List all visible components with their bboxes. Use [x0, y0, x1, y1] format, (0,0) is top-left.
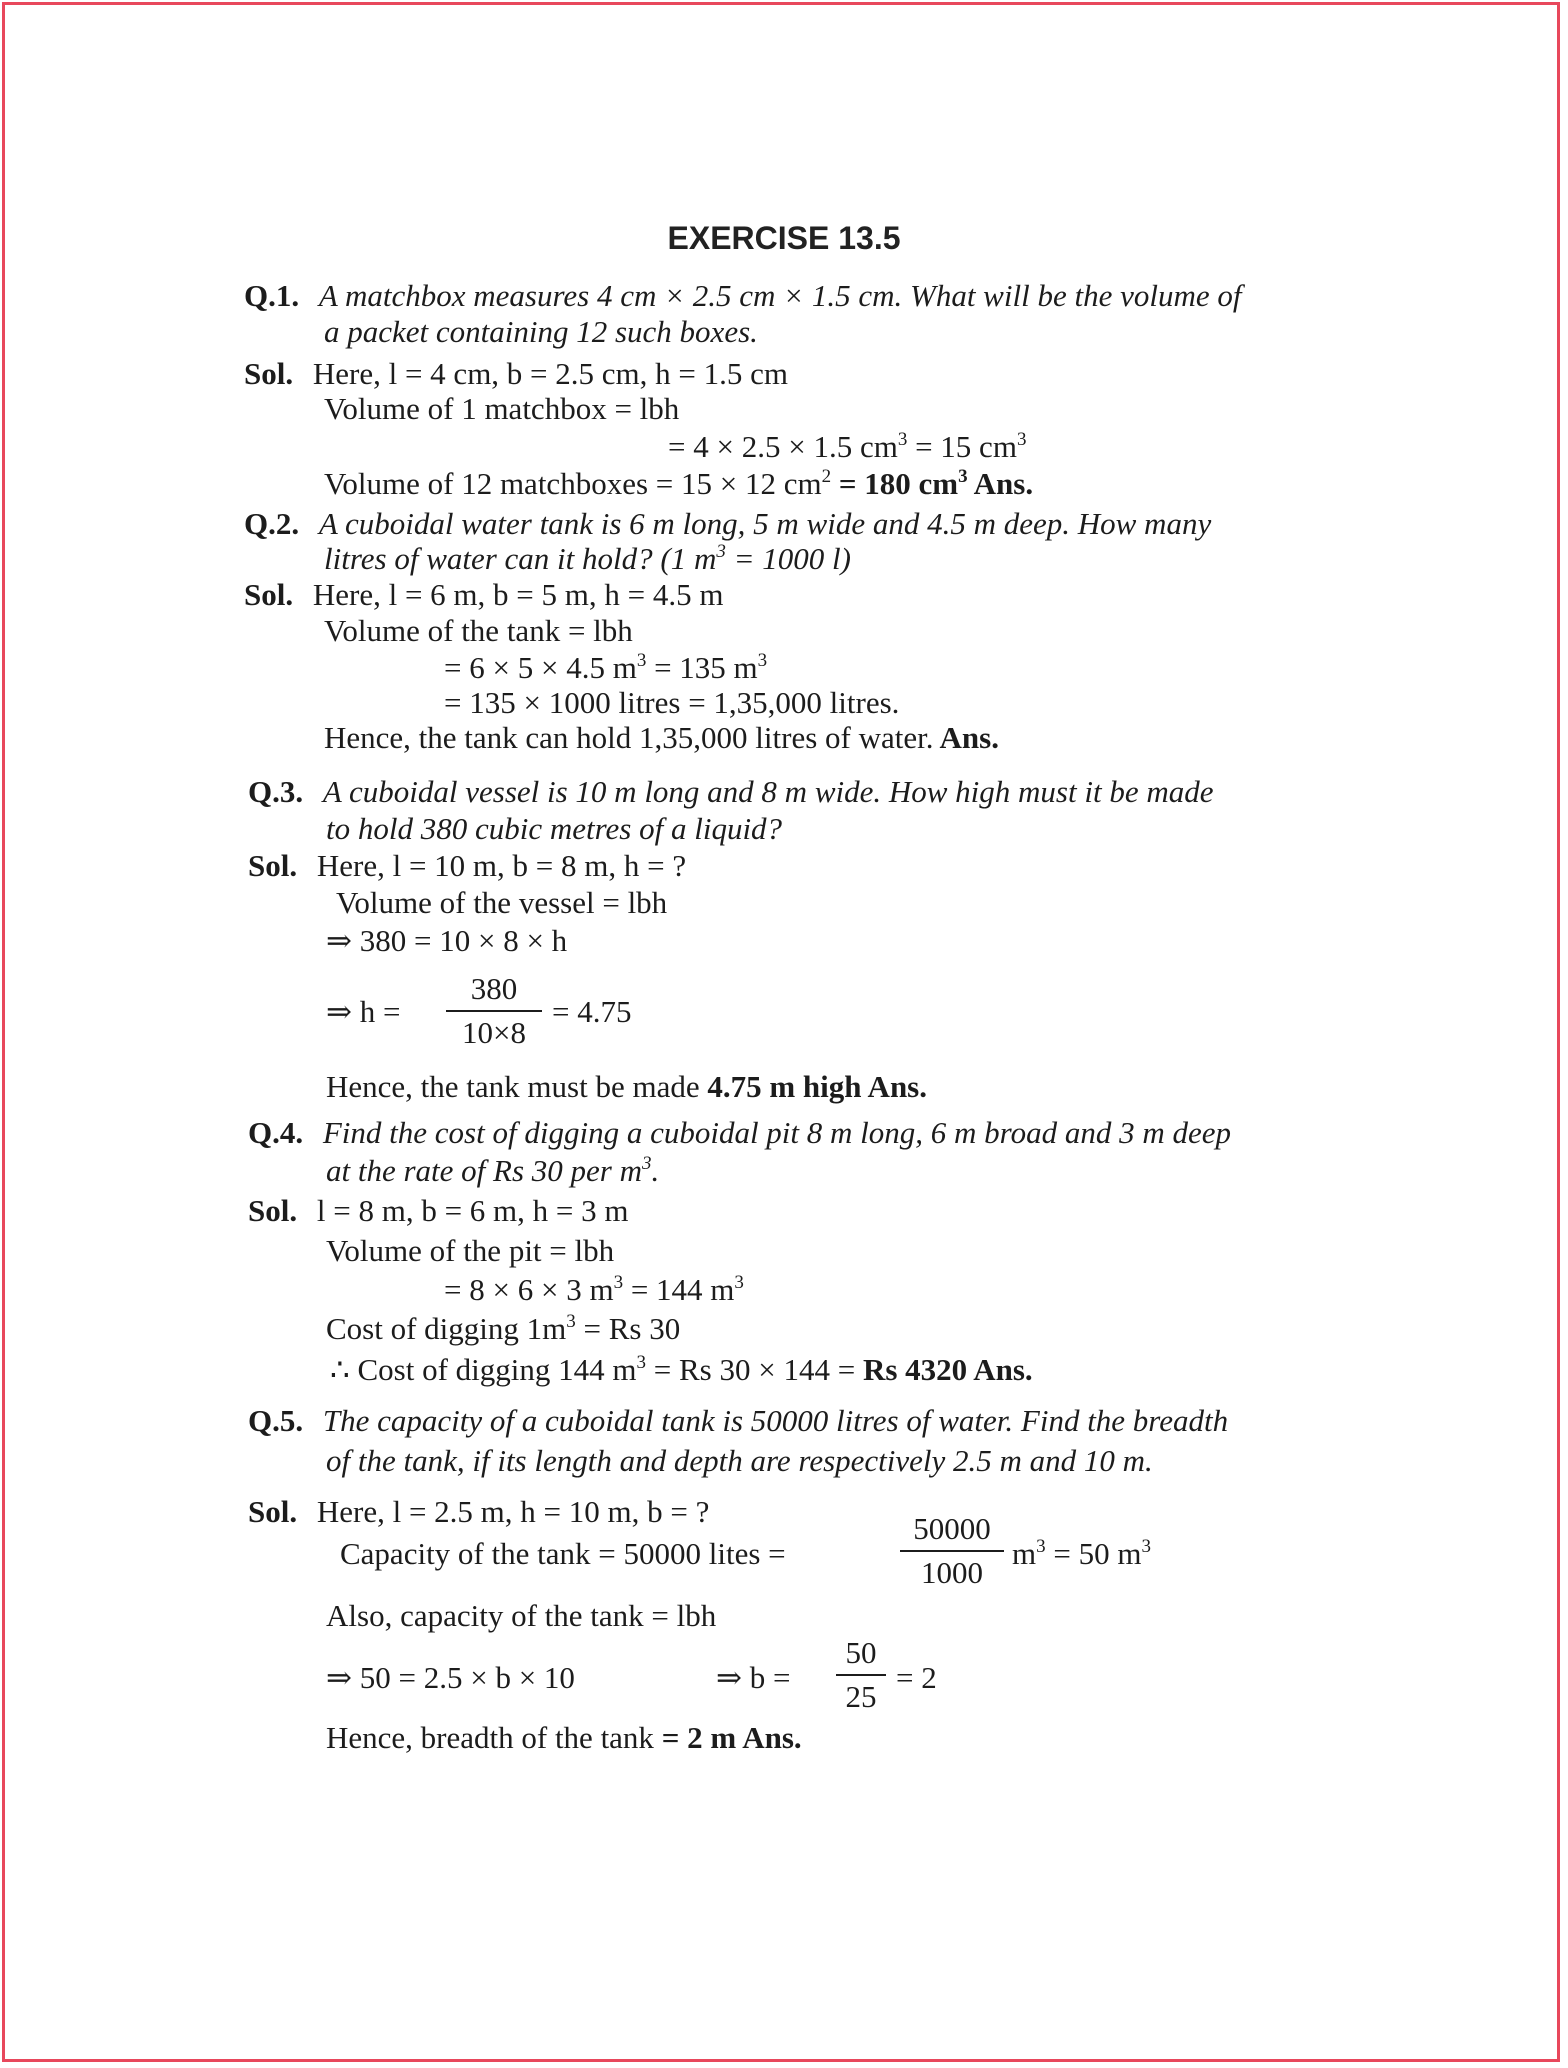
q2-question: [244, 506, 1211, 542]
q4-answer: Rs 4320 Ans.: [862, 1352, 1033, 1387]
q4-sol-line3: = 8 × 6 × 3 $m^3 = 144$ $m^3$: [444, 1272, 744, 1307]
q4-sol-line5: ∴ Cost of digging 144 $m^3 = Rs$ 30 × 144 = Rs 4320 Ans.: [330, 1352, 1033, 1387]
q5-sol-line1: Sol. Here, l = 2.5 m, h = 10 m, b = ?: [248, 1494, 710, 1529]
q3-answer: 4.75 m high Ans.: [707, 1069, 927, 1104]
q3-fraction-numerator: 380: [446, 972, 542, 1012]
q2-sol-line1: Sol. Here, l = 6 m, b = 5 m, h = 4.5 m: [244, 577, 724, 612]
q2-sol-line5: Hence, the tank can hold 1,35,000 litres of water. Ans.: [324, 720, 999, 755]
q4-sol-line4: Cost of digging $1m^3 = Rs$ 30: [326, 1311, 681, 1346]
q2-sol-label: Sol.: [244, 577, 294, 612]
q4-sol-line2: Volume of the pit = lbh: [326, 1233, 615, 1268]
q1-sol-label: Sol.: [244, 356, 294, 391]
q3-sol-line2: Volume of the vessel = lbh: [336, 885, 668, 920]
q5-label: Q.5.: [248, 1403, 304, 1438]
q2-sol-line3: = 6 × 5 × 4.5 $m^3 = 135$ $m^3$: [444, 650, 768, 685]
q1-question: [244, 278, 1241, 314]
q5-sol-label: Sol.: [248, 1494, 298, 1529]
q5-sol-line3: Also, capacity of the tank = lbh: [326, 1598, 717, 1633]
q1-sol-given: Here, l = 4 cm, b = 2.5 cm, h = 1.5 cm: [312, 356, 789, 391]
q1-answer: 180 cm: [864, 466, 959, 501]
exercise-title: EXERCISE 13.5: [667, 220, 901, 256]
q4-question-line2: at the rate of Rs 30 per $m^3$.: [326, 1153, 660, 1188]
q5-sol-line4b-post: = 2: [896, 1660, 937, 1695]
q4-question-line1: Find the cost of digging a cuboidal pit 8 m long, 6 m broad and 3 m deep: [322, 1115, 1231, 1150]
q5-fraction-breadth: $\frac{50}{25}$: [836, 1636, 886, 1714]
q2-question-line2: litres of water can it hold? (1 $m^3 = 1000$ l): [324, 541, 851, 576]
q3-sol-label: Sol.: [248, 848, 298, 883]
q5-answer: = 2 m Ans.: [661, 1720, 802, 1755]
q5-sol-line4b-pre: ⇒ b =: [716, 1660, 791, 1695]
q1-sol-line1: [244, 356, 788, 392]
q1-label: Q.1.: [244, 278, 300, 313]
q3-sol-line4-pre: ⇒ h =: [326, 994, 401, 1029]
q5-sol-line2-pre: Capacity of the tank = 50000 lites =: [340, 1536, 786, 1571]
q2-question-line1: A cuboidal water tank is 6 m long, 5 m wide and 4.5 m deep. How many: [318, 506, 1212, 541]
q3-fraction-denominator: 10×8: [462, 1015, 526, 1050]
q3-question: [248, 774, 1214, 810]
q5-question: [248, 1403, 1228, 1439]
q3-sol-line1: Sol. Here, l = 10 m, b = 8 m, h = ?: [248, 848, 687, 883]
q5-question-line2: of the tank, if its length and depth are respectively 2.5 m and 10 m.: [326, 1443, 1153, 1478]
q3-fraction: [446, 972, 542, 1050]
q5-sol-line2-post: $m^3 = 50$ $m^3$: [1012, 1536, 1151, 1571]
q3-sol-line3: ⇒ 380 = 10 × 8 × h: [326, 923, 568, 958]
q4-label: Q.4.: [248, 1115, 304, 1150]
q3-question-line1: A cuboidal vessel is 10 m long and 8 m wide. How high must it be made: [322, 774, 1214, 809]
q2-sol-line4: = 135 × 1000 litres = 1,35,000 litres.: [444, 685, 900, 720]
q3-sol-line4-post: = 4.75: [552, 994, 632, 1029]
q4-sol-line1: Sol. l = 8 m, b = 6 m, h = 3 m: [248, 1193, 629, 1228]
q3-label: Q.3.: [248, 774, 304, 809]
q1-sol-line2: Volume of 1 matchbox = lbh: [324, 391, 680, 426]
q1-sol-line3: = 4 × 2.5 × 1.5 $cm^3 = 15$ $cm^3$: [668, 429, 1027, 464]
q4-question: [248, 1115, 1231, 1151]
q2-sol-line2: Volume of the tank = lbh: [324, 613, 633, 648]
q3-question-line2: to hold 380 cubic metres of a liquid?: [326, 811, 783, 846]
q2-answer: Ans.: [933, 720, 999, 755]
q5-sol-line4a: ⇒ 50 = 2.5 × b × 10: [326, 1660, 575, 1695]
q1-question-line1: A matchbox measures 4 cm × 2.5 cm × 1.5 cm. What will be the volume of: [318, 278, 1242, 313]
q5-question-line1: The capacity of a cuboidal tank is 50000 litres of water. Find the breadth: [322, 1403, 1229, 1438]
q4-sol-label: Sol.: [248, 1193, 298, 1228]
q2-label: Q.2.: [244, 506, 300, 541]
q5-fraction-capacity: $\frac{50000}{1000}$: [900, 1512, 1004, 1590]
q5-sol-line5: Hence, breadth of the tank = 2 m Ans.: [326, 1720, 802, 1755]
q1-question-line2: a packet containing 12 such boxes.: [324, 314, 758, 349]
q3-sol-line5: Hence, the tank must be made 4.75 m high Ans.: [326, 1069, 927, 1104]
q1-sol-line4: Volume of 12 matchboxes = 15 × 12 $cm^2 = 180$ $cm^3$ Ans.: [324, 466, 1034, 501]
